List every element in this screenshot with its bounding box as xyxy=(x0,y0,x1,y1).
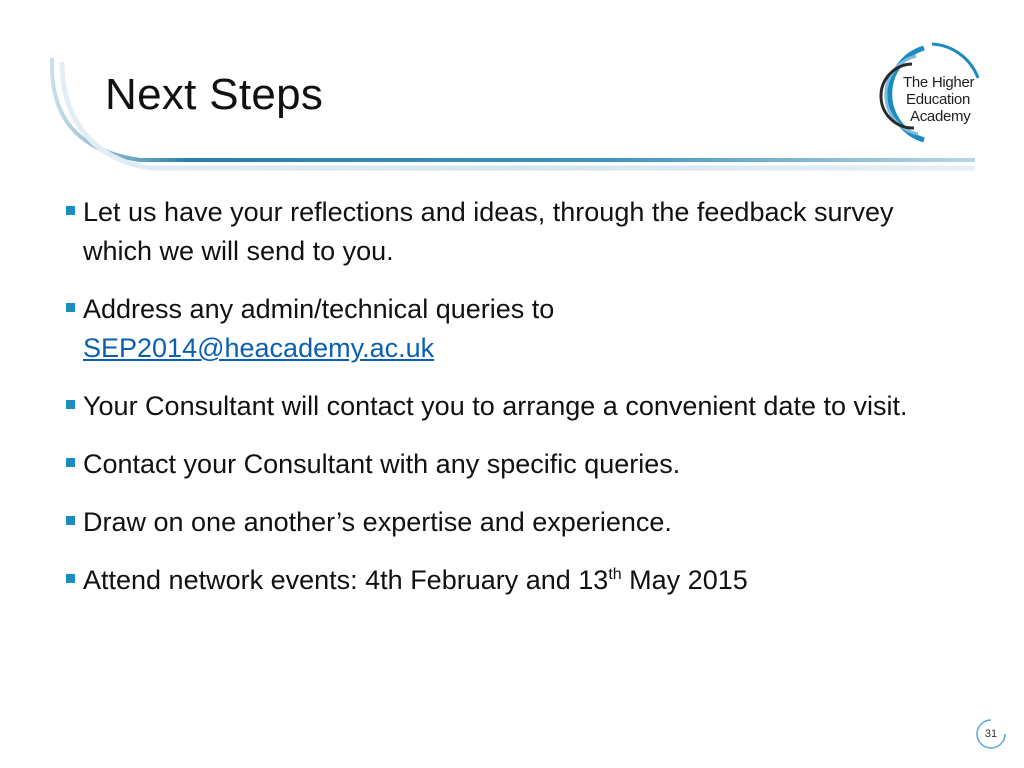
bullet-item xyxy=(66,387,966,426)
logo-line-2: Education xyxy=(906,91,971,108)
bullet-item xyxy=(66,503,966,542)
bullet-text-end: May 2015 xyxy=(621,565,748,595)
bullet-text: Address any admin/technical queries to xyxy=(83,294,555,324)
bullet-list xyxy=(66,193,966,619)
logo-line-3: Academy xyxy=(910,108,971,125)
bullet-item xyxy=(66,445,966,484)
ordinal-superscript: th xyxy=(608,566,622,583)
bullet-text: Your Consultant will contact you to arrange a convenient date to visit. xyxy=(83,391,908,421)
bullet-item xyxy=(66,561,966,600)
bullet-text: Contact your Consultant with any specific queries. xyxy=(83,449,681,479)
email-link[interactable]: SEP2014@heacademy.ac.uk xyxy=(83,333,435,363)
bullet-item xyxy=(66,290,966,368)
logo-line-1: The Higher xyxy=(903,74,975,91)
bullet-text: Let us have your reflections and ideas, through the feedback survey which we will send to you. xyxy=(83,197,894,266)
bullet-item xyxy=(66,193,966,271)
bullet-text: Draw on one another’s expertise and experience. xyxy=(83,507,672,537)
hea-logo-text xyxy=(903,74,974,125)
page-title: Next Steps xyxy=(105,70,324,119)
page-number: 31 xyxy=(984,728,998,740)
bullet-text: Attend network events: 4th February and 13 xyxy=(83,565,609,595)
